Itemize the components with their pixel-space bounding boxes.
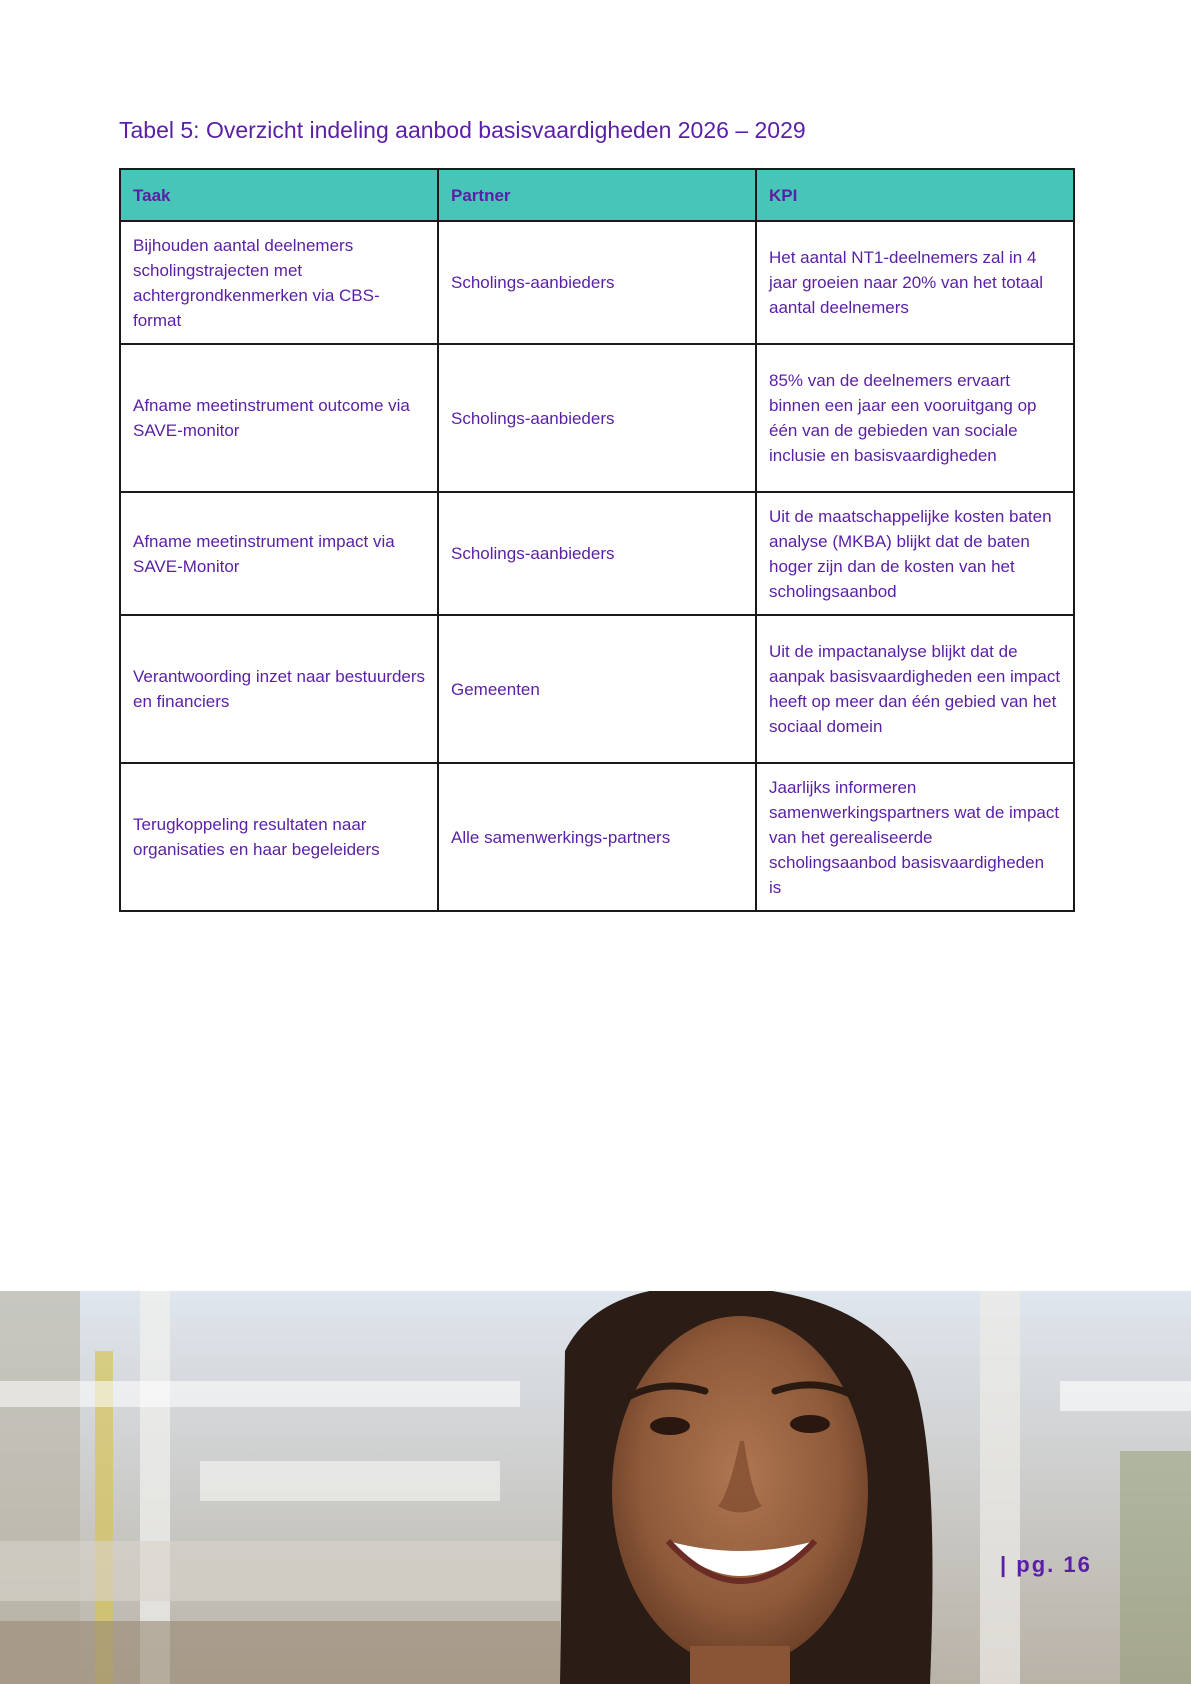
column-header-taak: Taak <box>120 169 438 221</box>
footer-photo <box>0 1291 1191 1684</box>
column-header-partner: Partner <box>438 169 756 221</box>
cell-taak: Verantwoording inzet naar bestuurders en financiers <box>120 615 438 763</box>
table-row <box>120 221 1074 344</box>
cell-partner: Scholings-aanbieders <box>438 492 756 615</box>
cell-partner: Alle samenwerkings-partners <box>438 763 756 911</box>
cell-partner: Scholings-aanbieders <box>438 221 756 344</box>
cell-kpi: Uit de maatschappelijke kosten baten analyse (MKBA) blijkt dat de baten hoger zijn dan de kosten van het scholingsaanbod <box>756 492 1074 615</box>
cell-kpi: Het aantal NT1-deelnemers zal in 4 jaar groeien naar 20% van het totaal aantal deelnemers <box>756 221 1074 344</box>
table-row <box>120 763 1074 911</box>
table-row <box>120 492 1074 615</box>
cell-partner: Gemeenten <box>438 615 756 763</box>
cell-taak: Bijhouden aantal deelnemers scholingstrajecten met achtergrondkenmerken via CBS-format <box>120 221 438 344</box>
cell-taak: Terugkoppeling resultaten naar organisaties en haar begeleiders <box>120 763 438 911</box>
cell-kpi: 85% van de deelnemers ervaart binnen een jaar een vooruitgang op één van de gebieden van sociale inclusie en basisvaardigheden <box>756 344 1074 492</box>
kpi-table <box>119 168 1075 912</box>
cell-kpi: Uit de impactanalyse blijkt dat de aanpak basisvaardigheden een impact heeft op meer dan één gebied van het sociaal domein <box>756 615 1074 763</box>
page-number: | pg. 16 <box>1000 1552 1092 1577</box>
cell-kpi: Jaarlijks informeren samenwerkingspartners wat de impact van het gerealiseerde scholingsaanbod basisvaardigheden is <box>756 763 1074 911</box>
table-row <box>120 344 1074 492</box>
table-row <box>120 615 1074 763</box>
page-title: Tabel 5: Overzicht indeling aanbod basisvaardigheden 2026 – 2029 <box>119 117 806 143</box>
cell-taak: Afname meetinstrument impact via SAVE-Monitor <box>120 492 438 615</box>
column-header-kpi: KPI <box>756 169 1074 221</box>
table-header-row <box>120 169 1074 221</box>
cell-partner: Scholings-aanbieders <box>438 344 756 492</box>
cell-taak: Afname meetinstrument outcome via SAVE-monitor <box>120 344 438 492</box>
